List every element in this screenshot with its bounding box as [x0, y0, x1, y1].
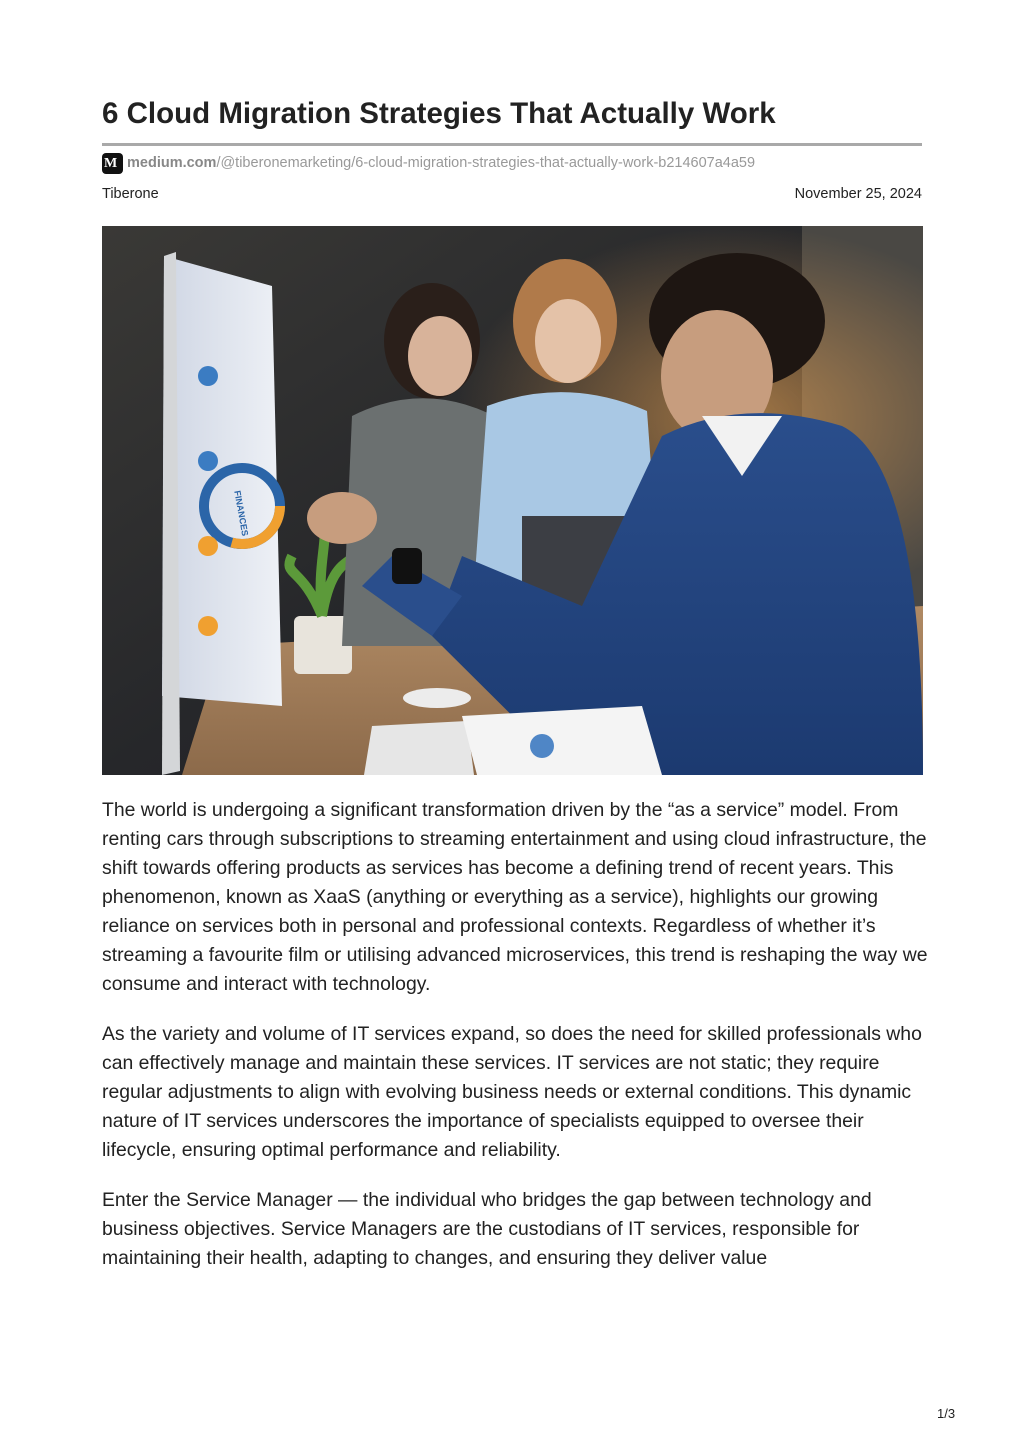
monitor-label: FINANCES [232, 489, 251, 537]
article-author: Tiberone [102, 186, 159, 202]
hero-image [102, 226, 923, 775]
paragraph: Enter the Service Manager — the individual who bridges the gap between technology and business objectives. Service Managers are the custodians of IT services, responsible for maintaining their health, adapting to changes, and ensuring they deliver value [102, 1189, 872, 1269]
paragraph: The world is undergoing a significant transformation driven by the “as a service” model. From renting cars through subscriptions to streaming entertainment and using cloud infrastructure, the shift towards offering products as services has become a defining trend of recent years. This phenomenon, known as XaaS (anything or everything as a service), highlights our growing reliance on services both in personal and professional contexts. Regardless of whether it’s streaming a favourite film or utilising advanced microservices, this trend is reshaping the way we consume and interact with technology. [102, 799, 928, 995]
article-title: 6 Cloud Migration Strategies That Actually Work [102, 97, 776, 130]
paragraph: As the variety and volume of IT services expand, so does the need for skilled professionals who can effectively manage and maintain these services. IT services are not static; they require regular adjustments to align with evolving business needs or external conditions. This dynamic nature of IT services underscores the importance of specialists equipped to oversee their lifecycle, ensuring optimal performance and reliability. [102, 1023, 922, 1161]
source-path[interactable]: /@tiberonemarketing/6-cloud-migration-strategies-that-actually-work-b214607a4a59 [216, 155, 756, 171]
source-line [102, 152, 755, 174]
title-divider [102, 143, 922, 146]
medium-logo-icon: M [102, 153, 123, 174]
page-number: 1/3 [937, 1406, 956, 1421]
article-body [102, 796, 928, 1294]
source-domain[interactable]: medium.com [127, 155, 217, 171]
article-date: November 25, 2024 [794, 186, 922, 202]
article-meta [102, 186, 922, 202]
